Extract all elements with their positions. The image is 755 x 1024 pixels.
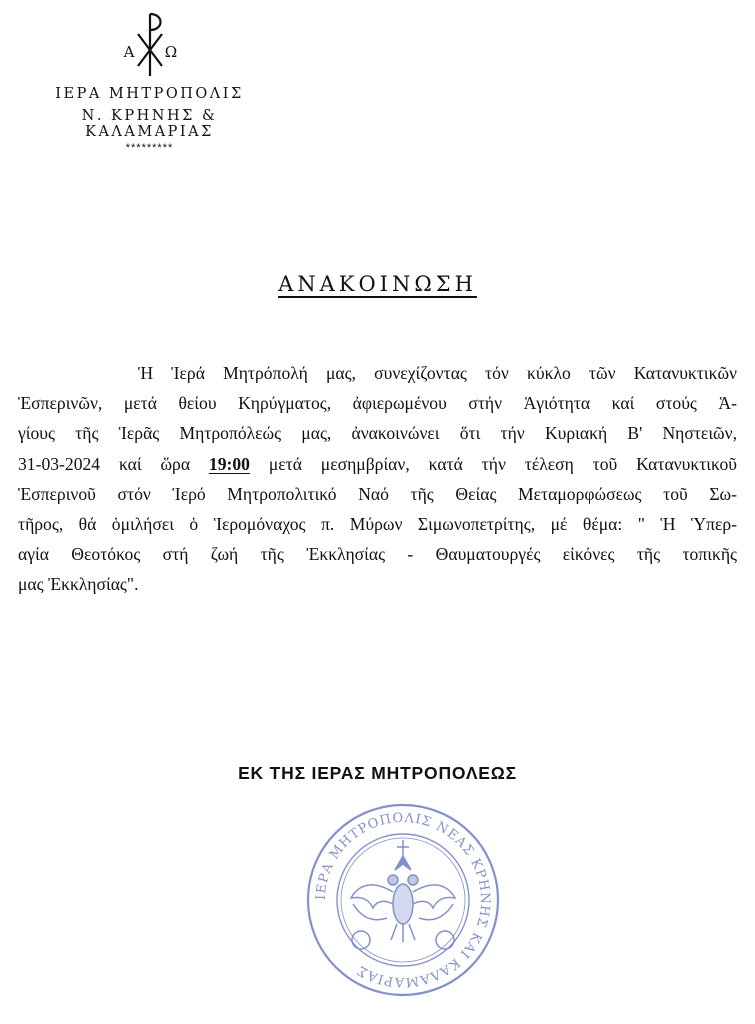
body-line-1: Ἡ Ἱερά Μητρόπολή μας, συνεχίζοντας τόν κύκλο τῶν Κατανυκτικῶν: [138, 363, 737, 383]
date-text: 31-03-2024 καί ὥρα: [18, 453, 191, 474]
header-divider: *********: [125, 142, 174, 154]
omega-letter: Ω: [164, 43, 177, 61]
metropolis-name: ΙΕΡΑ ΜΗΤΡΟΠΟΛΙΣ: [55, 86, 244, 102]
body-line-7: αγία Θεοτόκος στή ζωή τῆς Ἐκκλησίας - Θαυματουργές εἰκόνες τῆς τοπικῆς: [18, 544, 737, 565]
body-line-5: Ἑσπερινοῦ στόν Ἱερό Μητροπολιτικό Ναό τῆς Θείας Μεταμορφώσεως τοῦ Σω-: [18, 483, 737, 504]
body-line-4: [18, 449, 737, 479]
alpha-letter: Α: [123, 43, 134, 61]
letterhead: [22, 10, 277, 154]
document-title: ΑΝΑΚΟΙΝΩΣΗ: [278, 272, 477, 296]
body-line-3: γίους τῆς Ἱερᾶς Μητροπόλεώς μας, ἀνακοινώνει ὅτι τήν Κυριακή Β' Νηστειῶν,: [18, 423, 737, 444]
seal-text: ΙΕΡΑ ΜΗΤΡΟΠΟΛΙΣ ΝΕΑΣ ΚΡΗΝΗΣ ΚΑΙ ΚΑΛΑΜΑΡΙΑΣ: [313, 810, 493, 990]
seal-graphic: [308, 805, 498, 995]
event-time: 19:00: [208, 453, 250, 474]
time-suffix-text: μετά μεσημβρίαν, κατά τήν τέλεση τοῦ Κατανυκτικοῦ: [268, 453, 737, 474]
signoff: ΕΚ ΤΗΣ ΙΕΡΑΣ ΜΗΤΡΟΠΟΛΕΩΣ: [238, 763, 517, 783]
document-title-wrap: [0, 272, 755, 296]
body-line-6: τῆρος, θά ὁμιλήσει ὁ Ἱερομόναχος π. Μύρων Σιμωνοπετρίτης, μέ θέμα: " Ἡ Ὑπερ-: [18, 514, 737, 535]
metropolis-region: Ν. ΚΡΗΝΗΣ & ΚΑΛΑΜΑΡΙΑΣ: [81, 108, 218, 140]
chi-rho-alpha-omega-logo: [120, 10, 180, 80]
body-line-8: μας Ἐκκλησίας".: [18, 574, 139, 595]
body-line-2: Ἑσπερινῶν, μετά θείου Κηρύγματος, ἀφιερωμένου στήν Ἁγιότητα καί στούς Ἁ-: [18, 393, 737, 414]
announcement-body: [18, 358, 737, 600]
official-seal-stamp: [303, 800, 503, 1000]
